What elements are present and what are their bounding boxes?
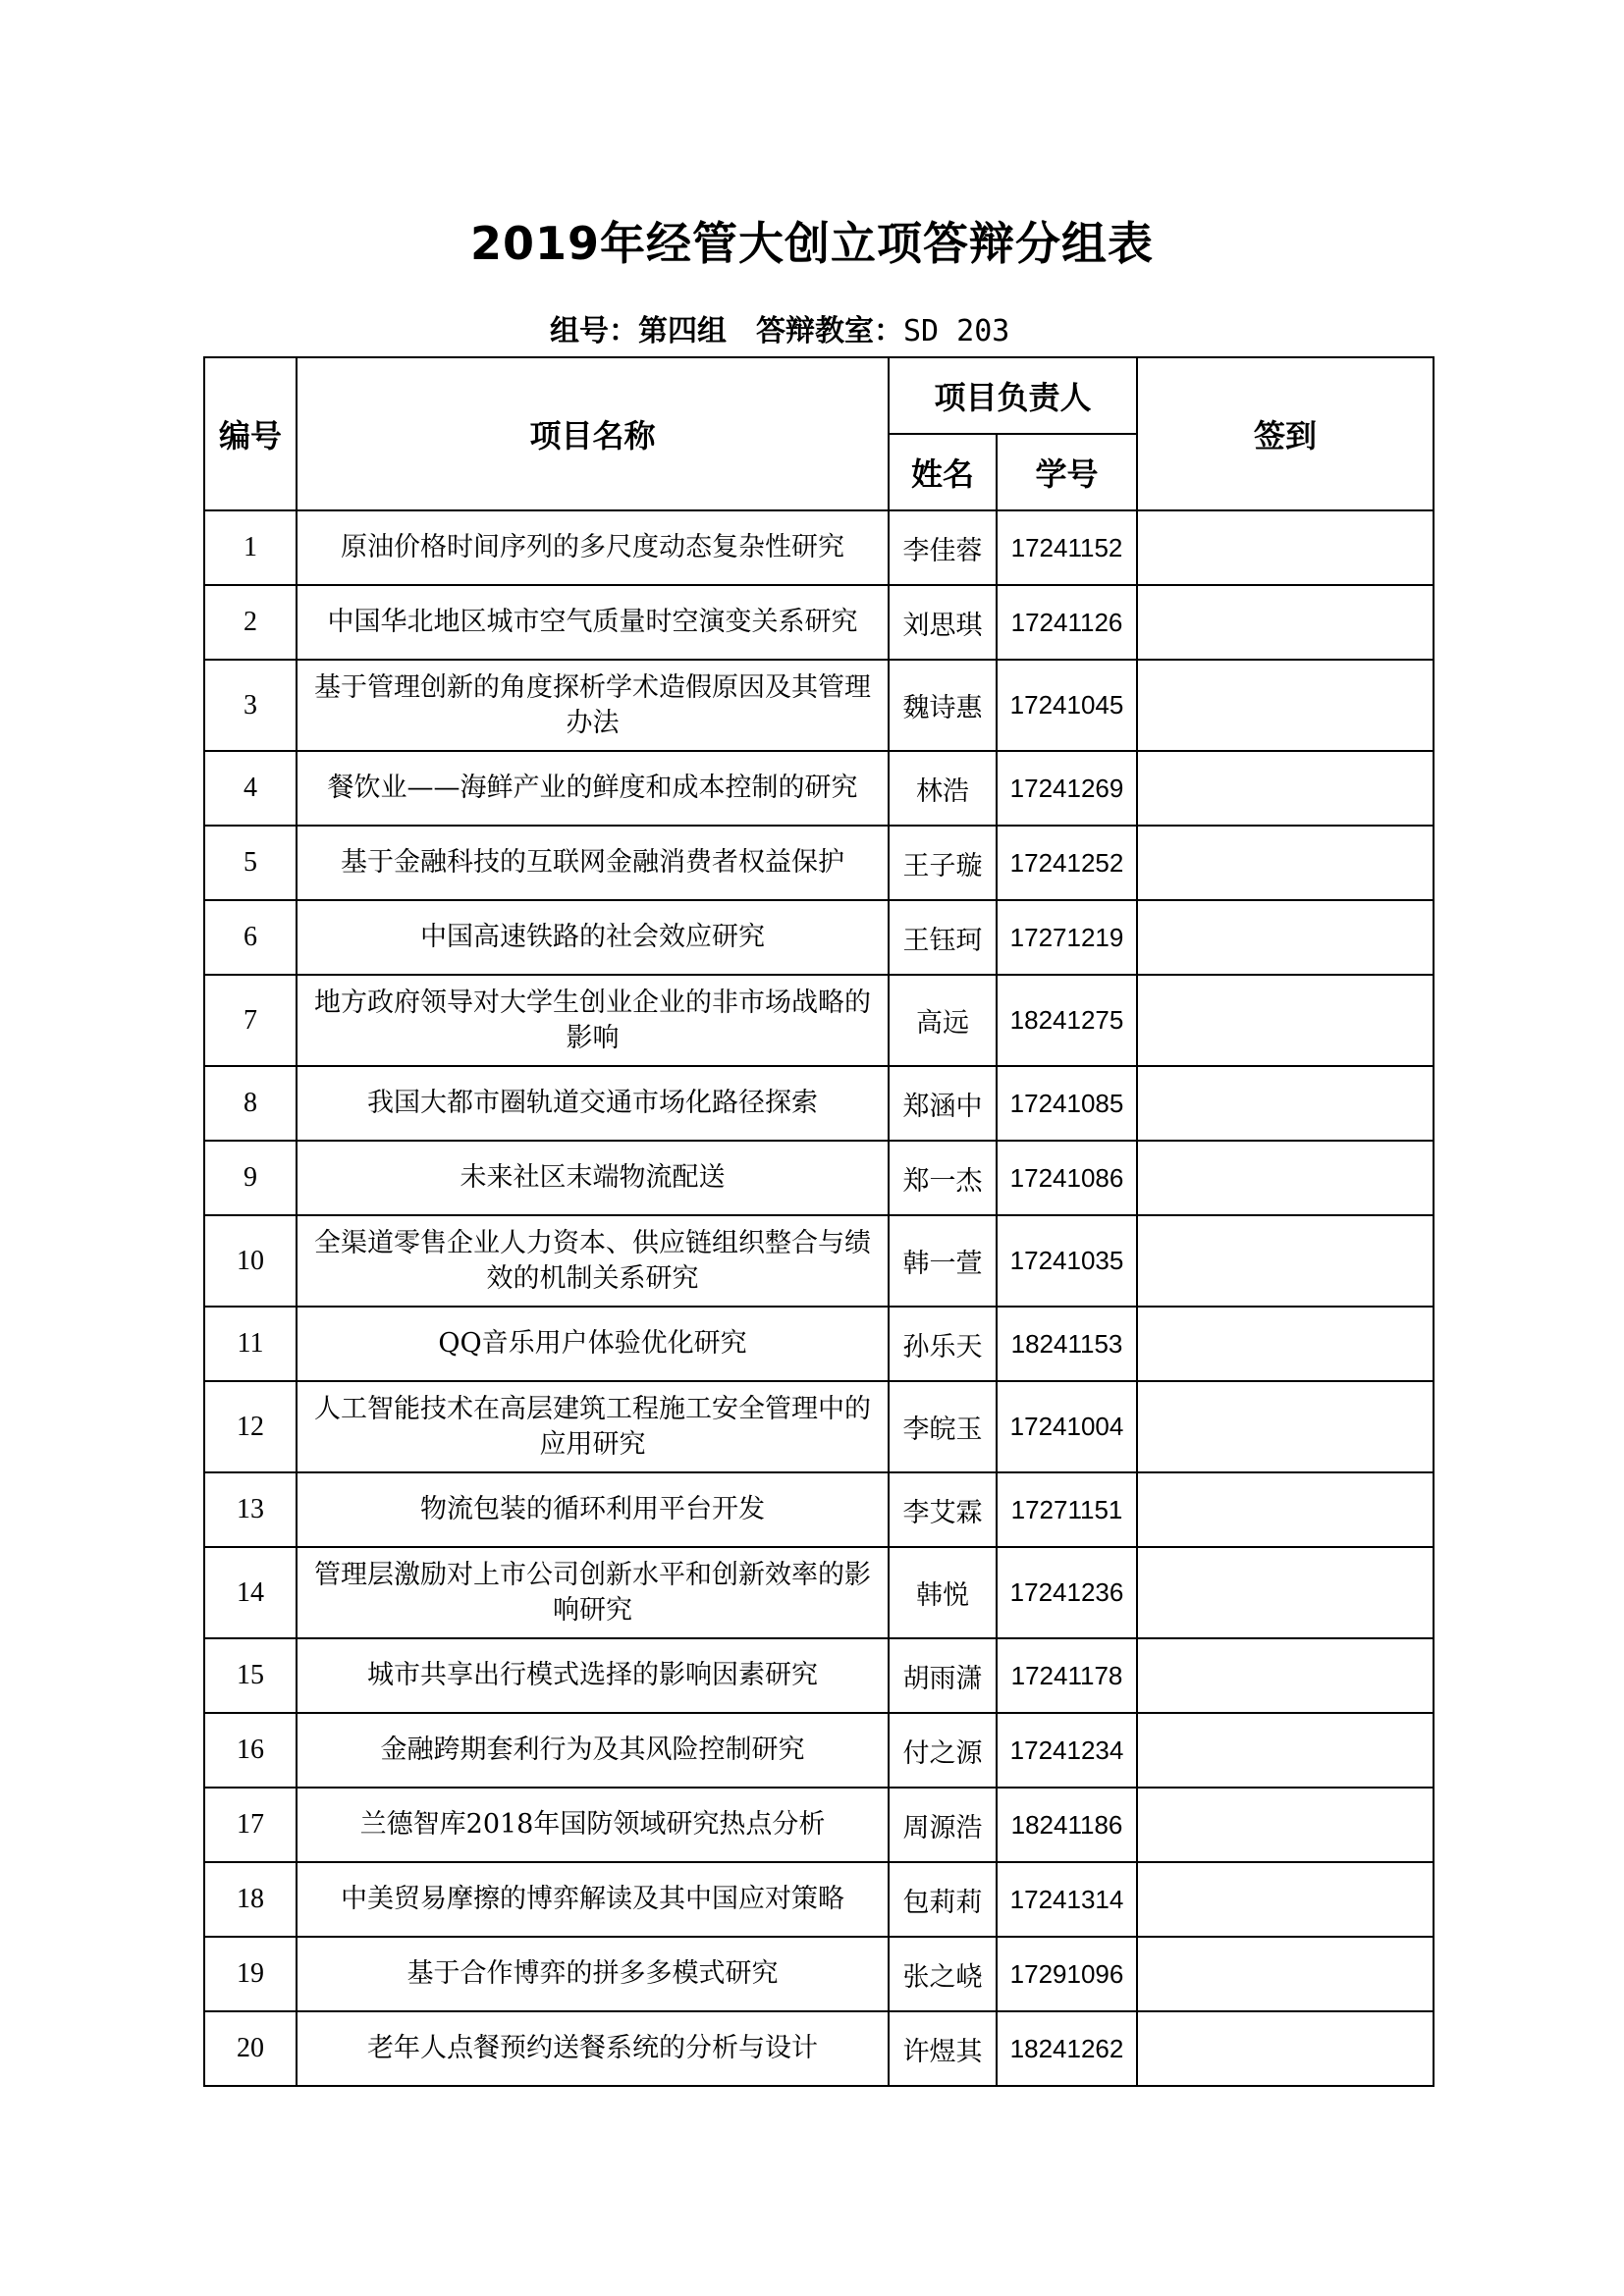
row-student-id: 17241178 — [997, 1638, 1137, 1713]
row-number: 15 — [204, 1638, 297, 1713]
row-project: 物流包装的循环利用平台开发 — [297, 1472, 889, 1547]
room-code: SD 203 — [903, 314, 1010, 348]
row-project: 中国华北地区城市空气质量时空演变关系研究 — [297, 585, 889, 660]
row-project: 金融跨期套利行为及其风险控制研究 — [297, 1713, 889, 1788]
row-name: 张之峣 — [889, 1937, 997, 2011]
row-student-id: 18241153 — [997, 1307, 1137, 1381]
table-row — [204, 510, 1434, 585]
row-name: 郑一杰 — [889, 1141, 997, 1215]
row-name: 韩一萱 — [889, 1215, 997, 1307]
row-name: 李佳蓉 — [889, 510, 997, 585]
row-signin-cell — [1137, 900, 1434, 975]
group-label: 组号：第四组 — [550, 314, 727, 348]
row-student-id: 17241085 — [997, 1066, 1137, 1141]
table-row — [204, 826, 1434, 900]
table-body — [204, 510, 1434, 2086]
row-student-id: 17271219 — [997, 900, 1137, 975]
row-project: QQ音乐用户体验优化研究 — [297, 1307, 889, 1381]
table-row — [204, 1066, 1434, 1141]
row-signin-cell — [1137, 1141, 1434, 1215]
row-student-id: 17271151 — [997, 1472, 1137, 1547]
row-project: 老年人点餐预约送餐系统的分析与设计 — [297, 2011, 889, 2086]
row-student-id: 17241269 — [997, 751, 1137, 826]
row-project: 基于管理创新的角度探析学术造假原因及其管理办法 — [297, 660, 889, 751]
row-number: 6 — [204, 900, 297, 975]
row-signin-cell — [1137, 1547, 1434, 1638]
row-student-id: 17241004 — [997, 1381, 1137, 1472]
row-student-id: 17241035 — [997, 1215, 1137, 1307]
row-signin-cell — [1137, 751, 1434, 826]
header-no: 编号 — [204, 357, 297, 510]
row-project: 兰德智库2018年国防领域研究热点分析 — [297, 1788, 889, 1862]
row-name: 王钰珂 — [889, 900, 997, 975]
row-number: 20 — [204, 2011, 297, 2086]
row-signin-cell — [1137, 2011, 1434, 2086]
header-signin: 签到 — [1137, 357, 1434, 510]
room-label: 答辩教室： — [756, 314, 903, 348]
row-student-id: 17241152 — [997, 510, 1137, 585]
table-row — [204, 1638, 1434, 1713]
row-number: 2 — [204, 585, 297, 660]
row-number: 3 — [204, 660, 297, 751]
table-row — [204, 2011, 1434, 2086]
table-row — [204, 660, 1434, 751]
table-row — [204, 1141, 1434, 1215]
row-signin-cell — [1137, 1381, 1434, 1472]
table-row — [204, 900, 1434, 975]
row-project: 管理层激励对上市公司创新水平和创新效率的影响研究 — [297, 1547, 889, 1638]
table-row — [204, 975, 1434, 1066]
table-row — [204, 1788, 1434, 1862]
row-signin-cell — [1137, 660, 1434, 751]
row-project: 餐饮业——海鲜产业的鲜度和成本控制的研究 — [297, 751, 889, 826]
row-number: 19 — [204, 1937, 297, 2011]
defense-group-table — [203, 356, 1435, 2087]
table-row — [204, 1862, 1434, 1937]
row-name: 郑涵中 — [889, 1066, 997, 1141]
row-number: 1 — [204, 510, 297, 585]
header-name: 姓名 — [889, 434, 997, 510]
row-project: 全渠道零售企业人力资本、供应链组织整合与绩效的机制关系研究 — [297, 1215, 889, 1307]
row-student-id: 17241234 — [997, 1713, 1137, 1788]
row-number: 9 — [204, 1141, 297, 1215]
row-number: 17 — [204, 1788, 297, 1862]
row-name: 李皖玉 — [889, 1381, 997, 1472]
row-name: 王子璇 — [889, 826, 997, 900]
row-signin-cell — [1137, 1862, 1434, 1937]
row-number: 13 — [204, 1472, 297, 1547]
row-signin-cell — [1137, 1472, 1434, 1547]
row-name: 魏诗惠 — [889, 660, 997, 751]
table-row — [204, 1547, 1434, 1638]
row-signin-cell — [1137, 1215, 1434, 1307]
row-signin-cell — [1137, 1788, 1434, 1862]
header-student-id: 学号 — [997, 434, 1137, 510]
row-signin-cell — [1137, 1638, 1434, 1713]
row-name: 包莉莉 — [889, 1862, 997, 1937]
row-student-id: 17241045 — [997, 660, 1137, 751]
row-number: 18 — [204, 1862, 297, 1937]
table-row — [204, 1215, 1434, 1307]
row-signin-cell — [1137, 975, 1434, 1066]
row-student-id: 17241126 — [997, 585, 1137, 660]
row-number: 8 — [204, 1066, 297, 1141]
header-project: 项目名称 — [297, 357, 889, 510]
row-number: 11 — [204, 1307, 297, 1381]
row-project: 我国大都市圈轨道交通市场化路径探索 — [297, 1066, 889, 1141]
row-student-id: 18241262 — [997, 2011, 1137, 2086]
row-student-id: 17241086 — [997, 1141, 1137, 1215]
row-number: 5 — [204, 826, 297, 900]
header-leader: 项目负责人 — [889, 357, 1137, 434]
row-signin-cell — [1137, 585, 1434, 660]
table-row — [204, 1381, 1434, 1472]
row-number: 7 — [204, 975, 297, 1066]
row-student-id: 17241314 — [997, 1862, 1137, 1937]
table-row — [204, 1307, 1434, 1381]
table-row — [204, 1472, 1434, 1547]
row-signin-cell — [1137, 1307, 1434, 1381]
row-project: 基于金融科技的互联网金融消费者权益保护 — [297, 826, 889, 900]
row-number: 10 — [204, 1215, 297, 1307]
table-row — [204, 1937, 1434, 2011]
row-number: 4 — [204, 751, 297, 826]
row-name: 胡雨潇 — [889, 1638, 997, 1713]
row-name: 周源浩 — [889, 1788, 997, 1862]
row-signin-cell — [1137, 510, 1434, 585]
row-signin-cell — [1137, 826, 1434, 900]
row-number: 14 — [204, 1547, 297, 1638]
row-student-id: 17241252 — [997, 826, 1137, 900]
row-signin-cell — [1137, 1937, 1434, 2011]
row-project: 基于合作博弈的拼多多模式研究 — [297, 1937, 889, 2011]
row-project: 未来社区末端物流配送 — [297, 1141, 889, 1215]
row-signin-cell — [1137, 1066, 1434, 1141]
row-student-id: 18241186 — [997, 1788, 1137, 1862]
row-project: 原油价格时间序列的多尺度动态复杂性研究 — [297, 510, 889, 585]
row-project: 城市共享出行模式选择的影响因素研究 — [297, 1638, 889, 1713]
row-name: 付之源 — [889, 1713, 997, 1788]
row-signin-cell — [1137, 1713, 1434, 1788]
row-project: 人工智能技术在高层建筑工程施工安全管理中的应用研究 — [297, 1381, 889, 1472]
row-name: 孙乐天 — [889, 1307, 997, 1381]
row-student-id: 17291096 — [997, 1937, 1137, 2011]
row-student-id: 17241236 — [997, 1547, 1137, 1638]
row-name: 林浩 — [889, 751, 997, 826]
group-info — [550, 306, 1009, 349]
page-title: 2019年经管大创立项答辩分组表 — [469, 217, 1155, 270]
row-number: 16 — [204, 1713, 297, 1788]
table-row — [204, 585, 1434, 660]
row-name: 高远 — [889, 975, 997, 1066]
row-name: 许煜其 — [889, 2011, 997, 2086]
row-number: 12 — [204, 1381, 297, 1472]
row-student-id: 18241275 — [997, 975, 1137, 1066]
table-row — [204, 1713, 1434, 1788]
row-name: 刘思琪 — [889, 585, 997, 660]
row-name: 李艾霖 — [889, 1472, 997, 1547]
row-project: 中美贸易摩擦的博弈解读及其中国应对策略 — [297, 1862, 889, 1937]
row-name: 韩悦 — [889, 1547, 997, 1638]
row-project: 地方政府领导对大学生创业企业的非市场战略的影响 — [297, 975, 889, 1066]
row-project: 中国高速铁路的社会效应研究 — [297, 900, 889, 975]
table-row — [204, 751, 1434, 826]
